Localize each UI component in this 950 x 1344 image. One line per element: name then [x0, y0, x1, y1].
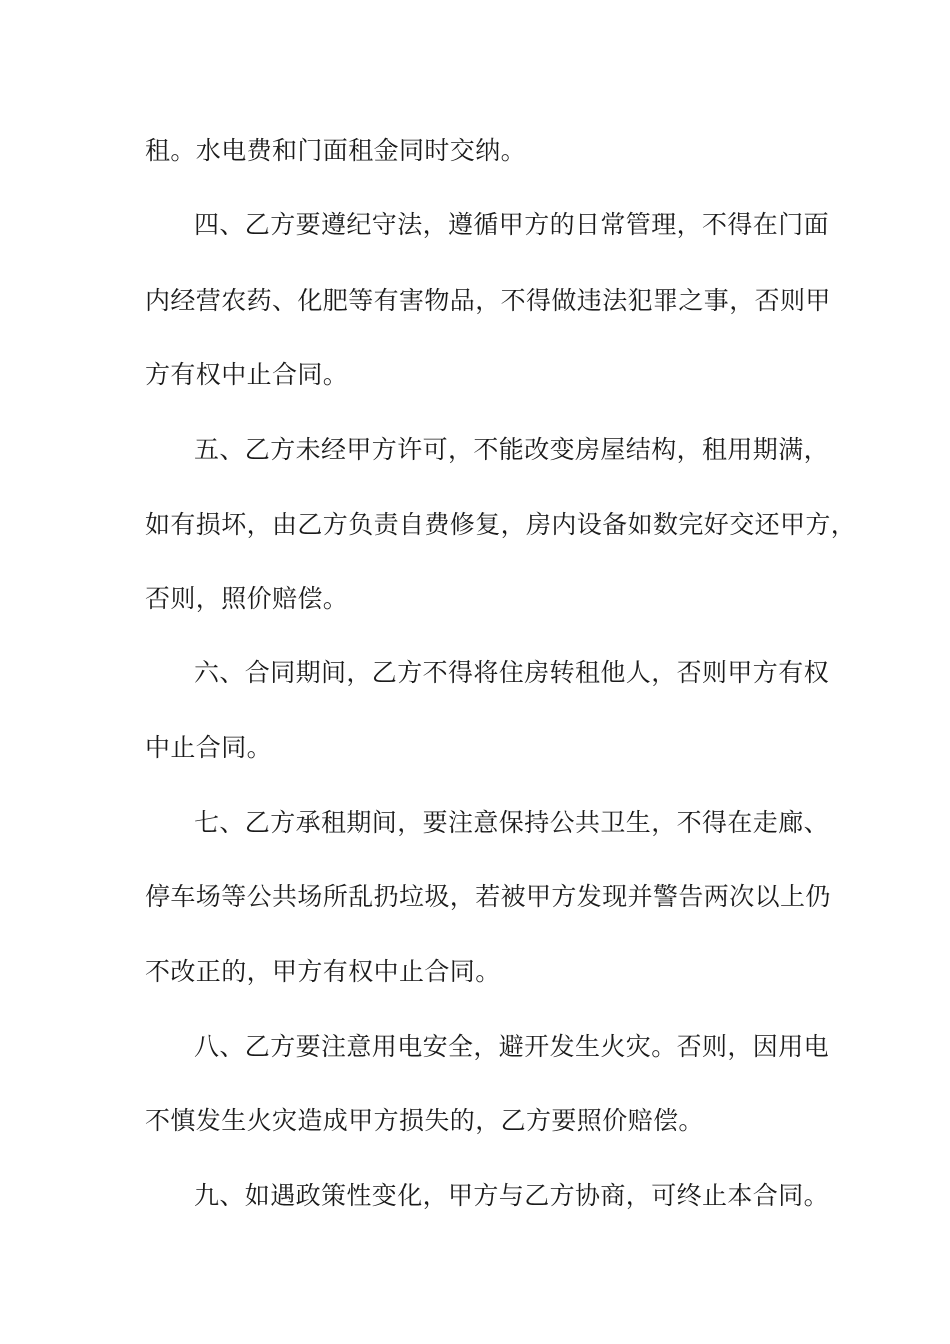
- clause-nine-line: 九、如遇政策性变化，甲方与乙方协商，可终止本合同。: [194, 1181, 830, 1210]
- text-line: 方有权中止合同。: [145, 360, 349, 389]
- clause-five-line: 五、乙方未经甲方许可，不能改变房屋结构，租用期满，: [194, 435, 830, 464]
- text-line: 不慎发生火灾造成甲方损失的，乙方要照价赔偿。: [145, 1106, 704, 1135]
- text-line: 如有损坏，由乙方负责自费修复，房内设备如数完好交还甲方，: [145, 510, 857, 539]
- clause-seven-line: 七、乙方承租期间，要注意保持公共卫生，不得在走廊、: [194, 808, 830, 837]
- text-line: 租。水电费和门面租金同时交纳。: [145, 136, 527, 165]
- text-line: 停车场等公共场所乱扔垃圾，若被甲方发现并警告两次以上仍: [145, 882, 831, 911]
- text-line: 中止合同。: [145, 733, 273, 762]
- clause-six-line: 六、合同期间，乙方不得将住房转租他人，否则甲方有权: [194, 658, 830, 687]
- text-line: 内经营农药、化肥等有害物品，不得做违法犯罪之事，否则甲: [145, 286, 831, 315]
- text-line: 否则，照价赔偿。: [145, 584, 349, 613]
- clause-four-line: 四、乙方要遵纪守法，遵循甲方的日常管理，不得在门面: [194, 210, 830, 239]
- text-line: 不改正的，甲方有权中止合同。: [145, 957, 501, 986]
- clause-eight-line: 八、乙方要注意用电安全，避开发生火灾。否则，因用电: [194, 1032, 830, 1061]
